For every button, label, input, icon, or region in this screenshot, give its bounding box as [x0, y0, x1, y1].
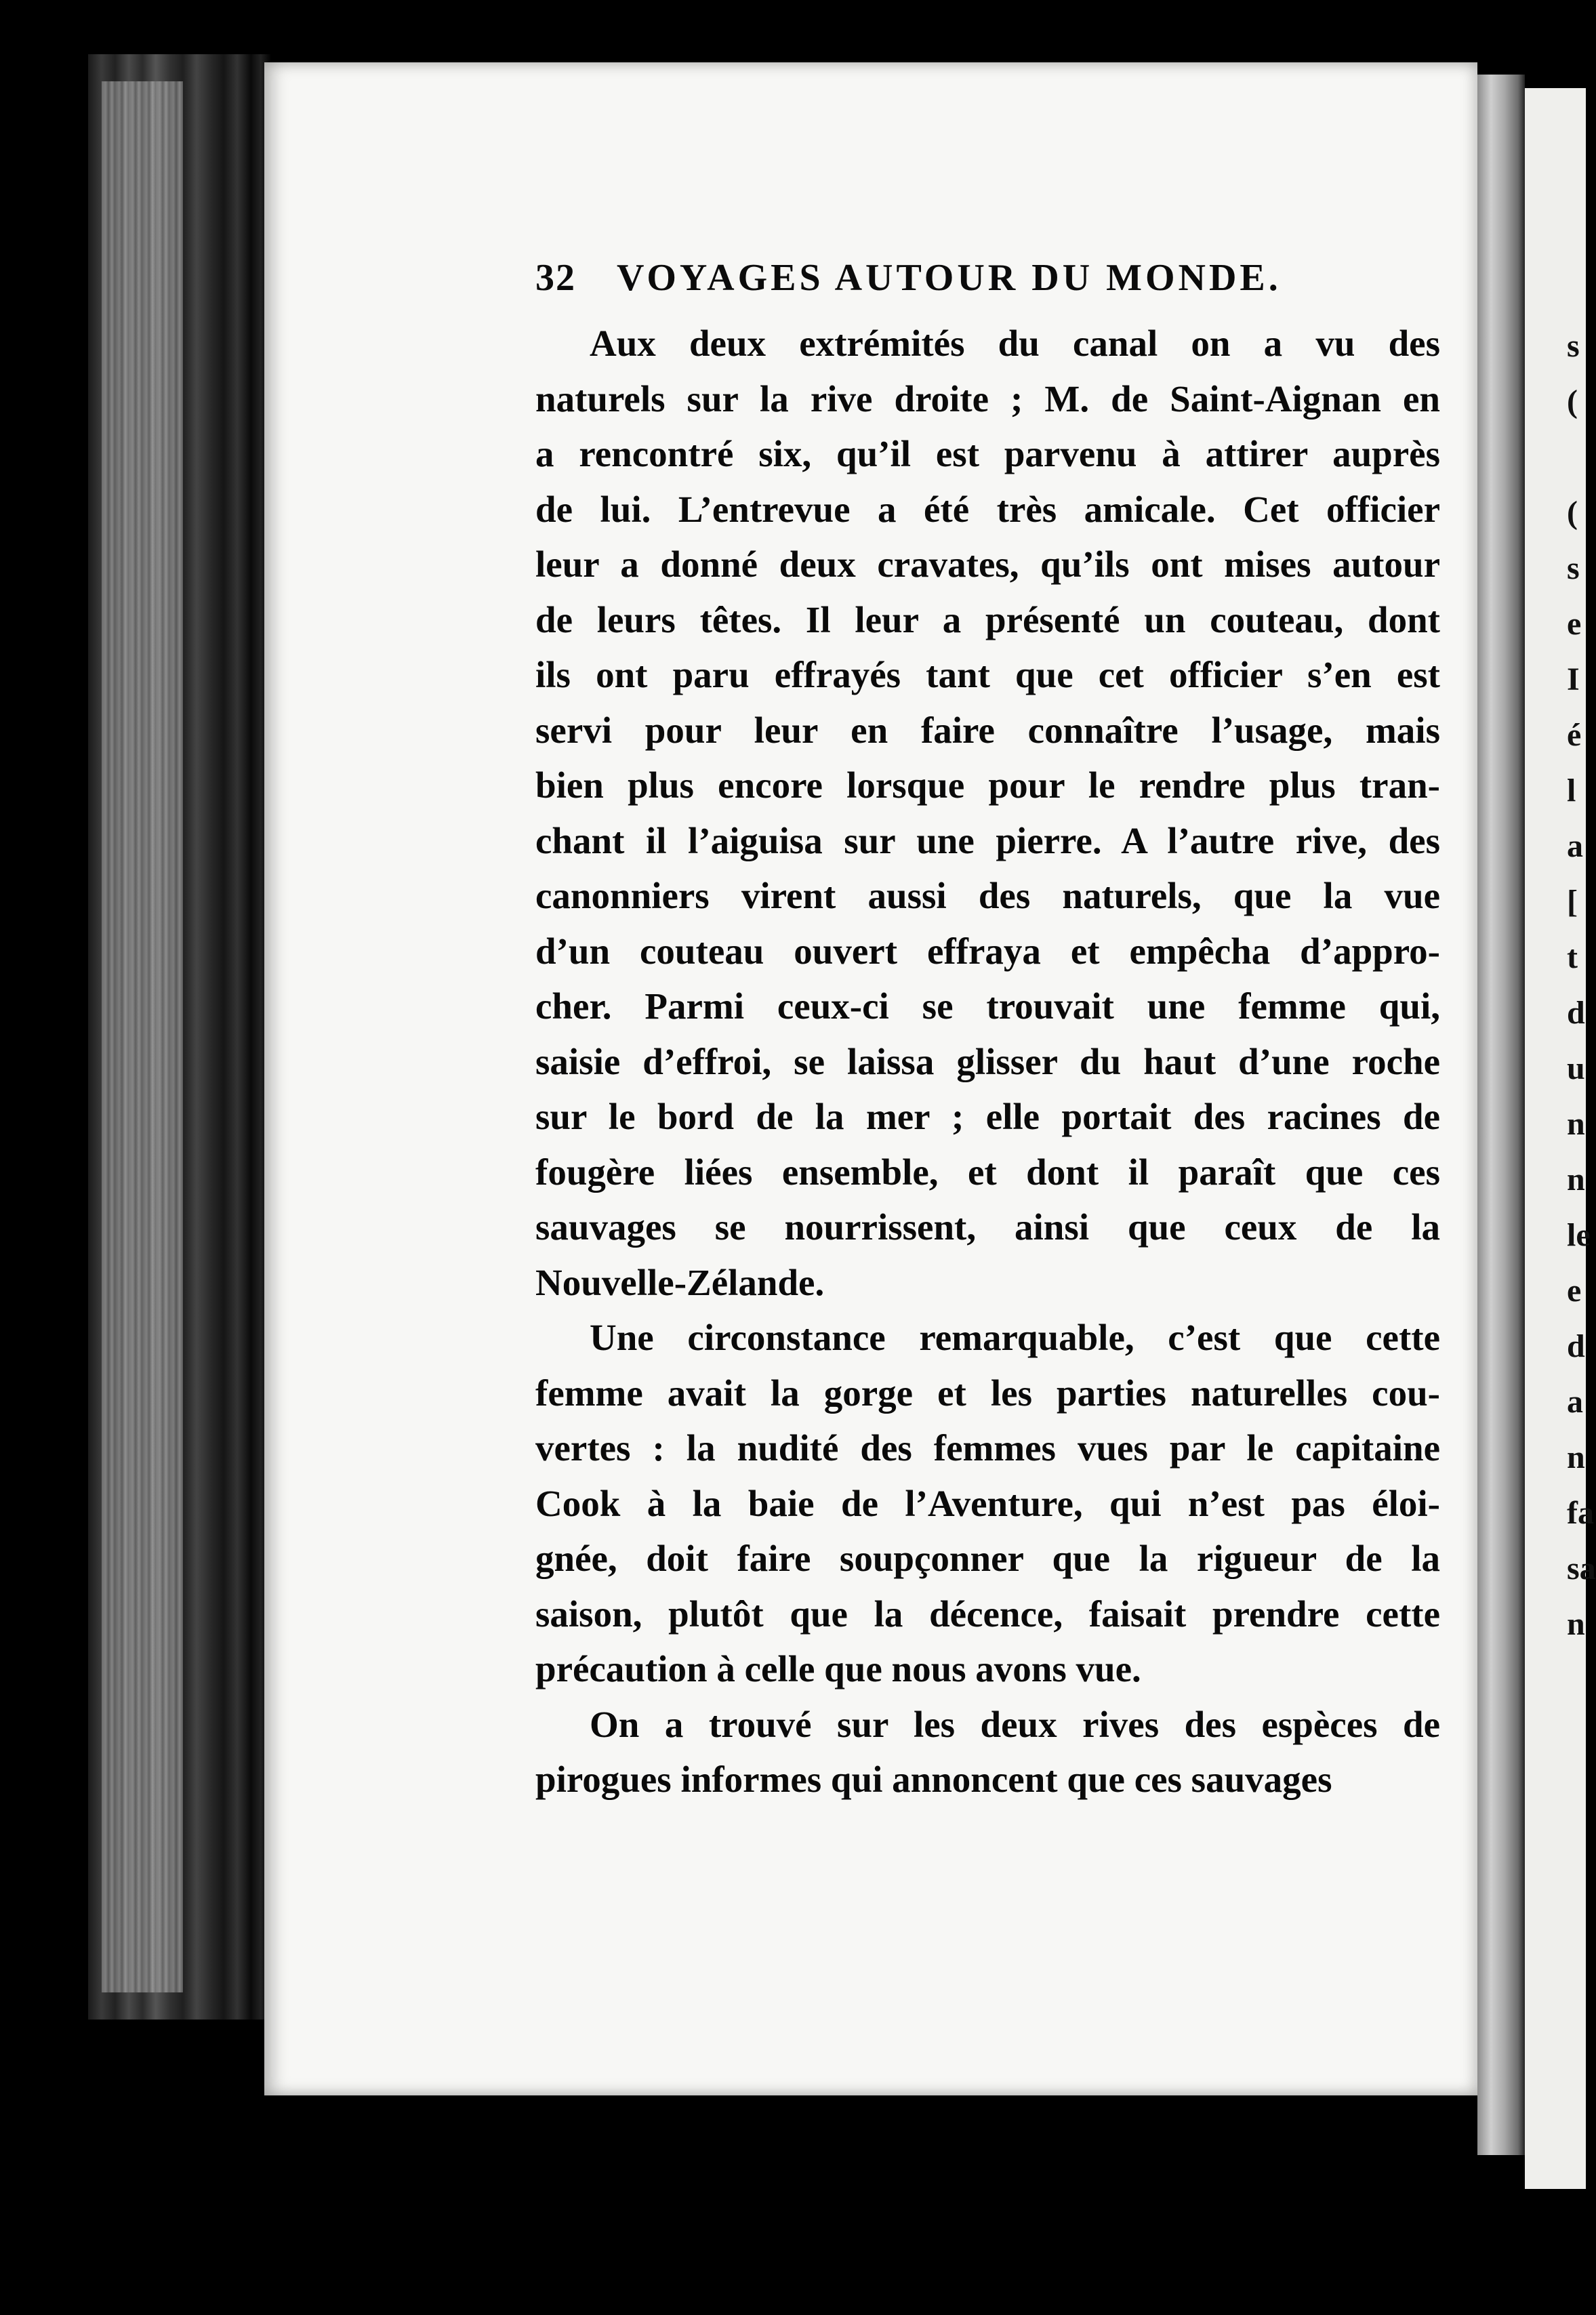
text-line: saison, plutôt que la décence, faisait prendre cette — [535, 1593, 1440, 1635]
paragraph — [535, 316, 1440, 1310]
body-text — [535, 316, 1440, 1807]
text-line: de leurs têtes. Il leur a présenté un couteau, dont — [535, 598, 1440, 640]
running-title: VOYAGES AUTOUR DU MONDE. — [617, 257, 1282, 299]
text-line: leur a donné deux cravates, qu’ils ont mises autour — [535, 544, 1440, 585]
text-line: saisie d’effroi, se laissa glisser du haut d’une roche — [535, 1040, 1440, 1082]
paragraph — [535, 1697, 1440, 1807]
book-page-edges-highlight — [102, 81, 183, 1992]
page-number: 32 — [535, 257, 576, 299]
text-line: ils ont paru effrayés tant que cet officier s’en est — [535, 654, 1440, 695]
text-line: gnée, doit faire soupçonner que la rigueur de la — [535, 1538, 1440, 1579]
text-line: Aux deux extrémités du canal on a vu des — [590, 323, 1440, 364]
text-line: cher. Parmi ceux-ci se trouvait une femme qui, — [535, 985, 1440, 1027]
book-gutter — [1477, 75, 1525, 2155]
text-line: de lui. L’entrevue a été très amicale. Cet officier — [535, 488, 1440, 530]
text-line: a rencontré six, qu’il est parvenu à attirer auprès — [535, 433, 1440, 474]
text-line: d’un couteau ouvert effraya et empêcha d’appro- — [535, 930, 1440, 972]
text-line: sur le bord de la mer ; elle portait des racines de — [535, 1096, 1440, 1137]
text-line: Cook à la baie de l’Aventure, qui n’est pas éloi- — [535, 1482, 1440, 1524]
text-line: servi pour leur en faire connaître l’usage, mais — [535, 709, 1440, 751]
text-line: pirogues informes qui annoncent que ces sauvages — [535, 1759, 1332, 1800]
text-line: naturels sur la rive droite ; M. de Saint-Aignan en — [535, 377, 1440, 419]
text-line: femme avait la gorge et les parties naturelles cou- — [535, 1372, 1440, 1414]
text-line: sauvages se nourrissent, ainsi que ceux de la — [535, 1206, 1440, 1248]
text-line: canonniers virent aussi des naturels, que la vue — [535, 875, 1440, 916]
running-head — [535, 256, 1288, 304]
facing-page-fragment: s ( ( s e I é l a [ t d u n n le e d a n fa sa n — [1567, 328, 1596, 1642]
text-line: chant il l’aiguisa sur une pierre. A l’autre rive, des — [535, 819, 1440, 861]
text-line: vertes : la nudité des femmes vues par le capitaine — [535, 1427, 1440, 1469]
text-line: Une circonstance remarquable, c’est que cette — [590, 1317, 1440, 1358]
text-line: On a trouvé sur les deux rives des espèces de — [590, 1703, 1440, 1745]
text-line: fougère liées ensemble, et dont il paraît que ces — [535, 1151, 1440, 1193]
text-line: Nouvelle-Zélande. — [535, 1261, 825, 1303]
paragraph — [535, 1310, 1440, 1697]
text-line: précaution à celle que nous avons vue. — [535, 1648, 1141, 1689]
text-line: bien plus encore lorsque pour le rendre plus tran- — [535, 764, 1440, 806]
